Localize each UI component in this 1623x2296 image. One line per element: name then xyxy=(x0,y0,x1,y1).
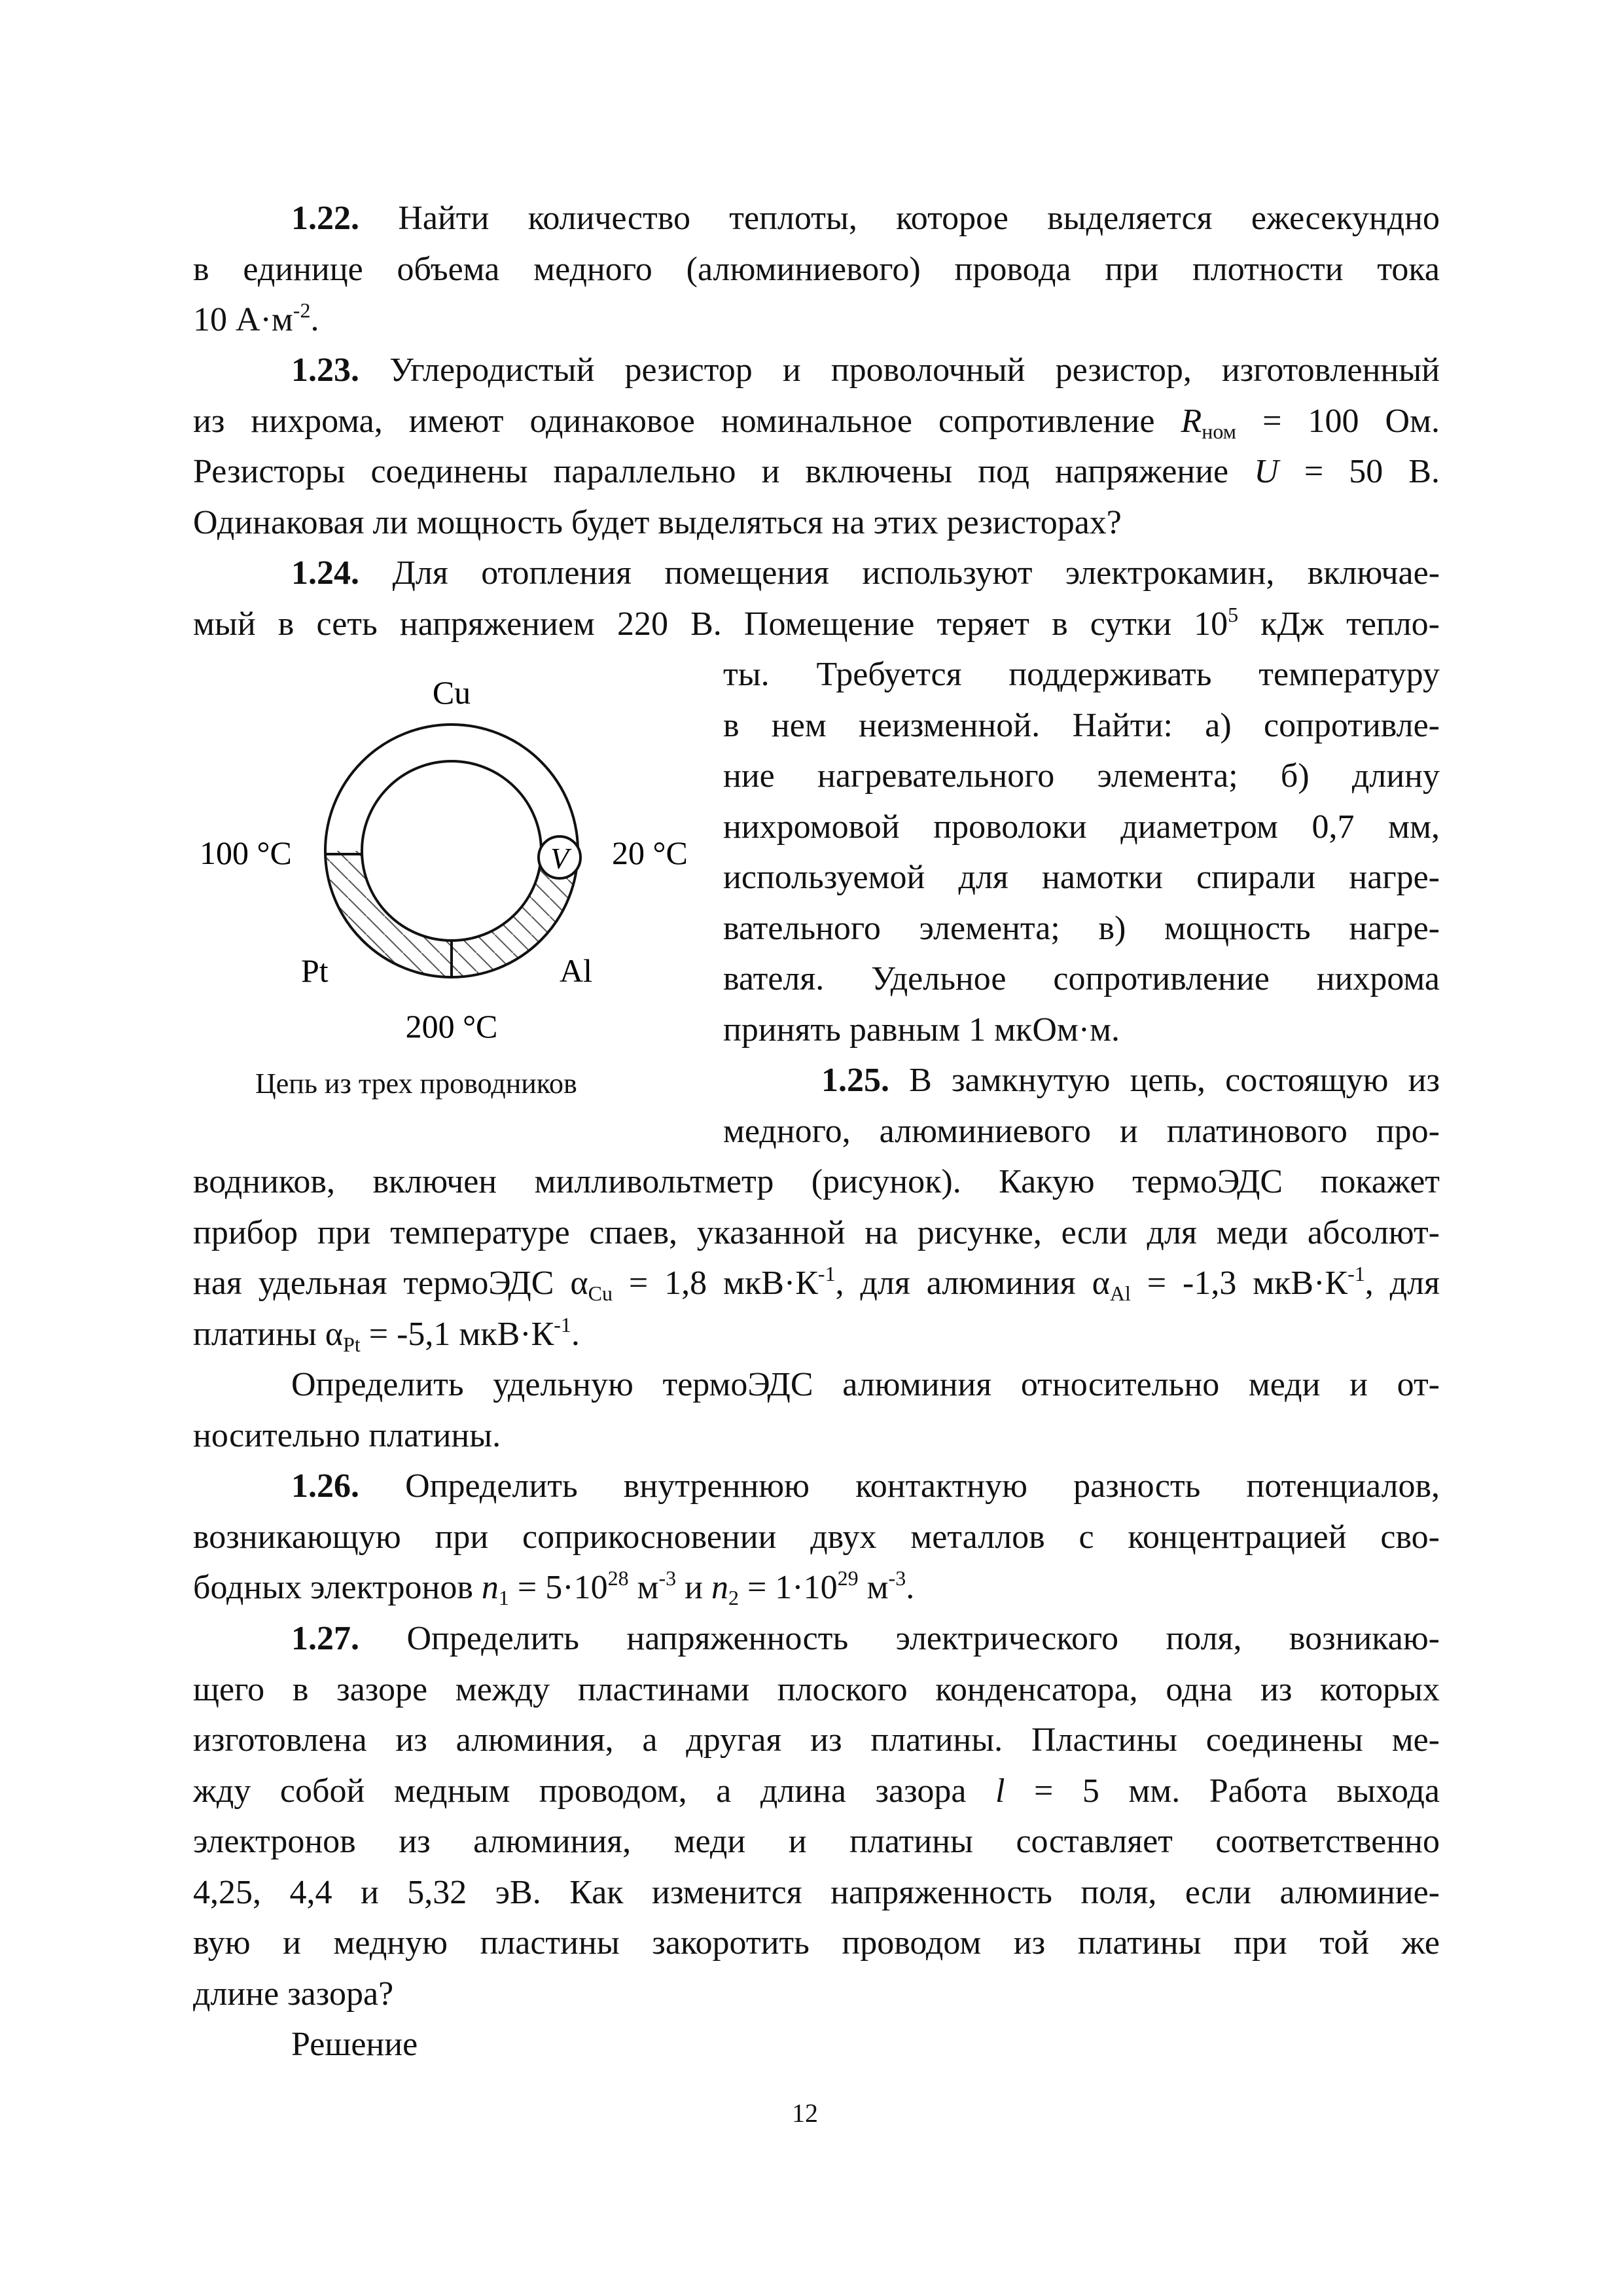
problem-1-24-wrap-5: используемой для намотки спирали нагре- xyxy=(723,859,1440,896)
problem-1-23-line-4: Одинаковая ли мощность будет выделяться на этих резисторах? xyxy=(193,503,1122,541)
problem-1-24-wrap-4: нихромовой проволоки диаметром 0,7 мм, xyxy=(723,808,1440,846)
problem-1-27-line-6: 4,25, 4,4 и 5,32 эВ. Как изменится напряженность поля, если алюминие- xyxy=(193,1873,1440,1911)
problem-1-24-wrap-8: принять равным 1 мкОм·м. xyxy=(723,1011,1120,1049)
problem-1-25-line-4: платины $\alpha_{Pt} = -5,1$ $мкВ\cdot К^{-1}$. xyxy=(193,1312,580,1356)
problem-1-24 xyxy=(193,548,1440,649)
problem-1-25-line-5: Определить удельную термоЭДС алюминия относительно меди и от- xyxy=(291,1366,1440,1403)
problem-1-27 xyxy=(193,1613,1440,2070)
problem-1-22 xyxy=(193,193,1440,346)
problem-1-26 xyxy=(193,1461,1440,1613)
problem-1-24-wrap-1: ты. Требуется поддерживать температуру xyxy=(723,656,1440,693)
inner-ring xyxy=(362,761,541,941)
problem-1-24-wrap-2: в нем неизменной. Найти: а) сопротивле- xyxy=(723,706,1440,744)
problem-1-27-line-5: электронов из алюминия, меди и платины составляет соответственно xyxy=(193,1823,1440,1860)
problem-1-24-wrap-3: ние нагревательного элемента; б) длину xyxy=(723,757,1440,795)
problem-1-27-line-8: длине зазора? xyxy=(193,1975,394,2013)
problem-1-22-line-3: 10 $А\cdot м^{-2}$. xyxy=(193,298,319,338)
problem-1-26-line-3: бодных электронов $n_1 = 5\cdot 10^{28}$ $м^{-3}$ и $n_2 = 1\cdot 10^{29}$ $м^{-3}$. xyxy=(193,1566,915,1609)
problem-1-25-line-2: прибор при температуре спаев, указанной на рисунке, если для меди абсолют- xyxy=(193,1213,1440,1251)
figure-caption: Цепь из трех проводников xyxy=(255,1067,577,1100)
problem-1-27-line-3: изготовлена из алюминия, а другая из платины. Пластины соединены ме- xyxy=(193,1721,1440,1759)
problem-1-26-line-2: возникающую при соприкосновении двух металлов с концентрацией сво- xyxy=(193,1518,1440,1556)
solution-heading: Решение xyxy=(291,2026,418,2063)
problem-1-23-line-3: Резисторы соединены параллельно и включены под напряжение U = 50 В. xyxy=(193,453,1440,490)
problem-1-23 xyxy=(193,345,1440,548)
problem-1-27-line-7: вую и медную пластины закоротить проводом из платины при той же xyxy=(193,1924,1440,1962)
problem-1-25 xyxy=(193,1157,1440,1461)
page-number: 12 xyxy=(792,2098,818,2128)
wrapped-text-column xyxy=(723,649,1440,1157)
problem-1-25-wrap-1: 1.25. В замкнутую цепь, состоящую из xyxy=(821,1062,1440,1099)
problem-1-25-wrap-2: медного, алюминиевого и платинового про- xyxy=(723,1112,1440,1150)
problem-1-22-line-2: в единице объема медного (алюминиевого) провода при плотности тока xyxy=(193,250,1440,288)
problem-1-26-line-1: 1.26. Определить внутреннюю контактную разность потенциалов, xyxy=(291,1467,1440,1505)
problem-1-24-line-2: мый в сеть напряжением 220 В. Помещение теряет в сутки $10^5$ кДж тепло- xyxy=(193,602,1440,643)
problem-1-22-line-1: 1.22. Найти количество теплоты, которое выделяется ежесекундно xyxy=(291,200,1440,237)
problem-1-23-line-1: 1.23. Углеродистый резистор и проволочный резистор, изготовленный xyxy=(291,351,1440,389)
thermocouple-circuit-figure xyxy=(193,655,717,1060)
label-cu: Cu xyxy=(432,674,471,711)
problem-1-27-line-1: 1.27. Определить напряженность электрического поля, возникаю- xyxy=(291,1620,1440,1657)
label-pt: Pt xyxy=(301,952,329,989)
problem-1-25-line-1: водников, включен милливольтметр (рисунок). Какую термоЭДС покажет xyxy=(193,1163,1440,1200)
voltmeter-label: V xyxy=(550,842,569,875)
problem-1-23-line-2: из нихрома, имеют одинаковое номинальное сопротивление $R_{ном} = 100$ Ом. xyxy=(193,402,1440,443)
problem-1-25-line-3: ная удельная термоЭДС $\alpha_{Cu} = 1,8$ $мкВ\cdot К^{-1}$, для алюминия $\alpha_{Al} = -1,3$ $мкВ\cdot К^{-1}$, для xyxy=(193,1262,1440,1305)
problem-1-24-line-1: 1.24. Для отопления помещения используют электрокамин, включае- xyxy=(291,554,1440,592)
label-100c: 100 °C xyxy=(200,834,292,871)
label-al: Al xyxy=(560,952,592,989)
problem-1-24-wrap-7: вателя. Удельное сопротивление нихрома xyxy=(723,960,1440,997)
problem-1-27-line-2: щего в зазоре между пластинами плоского конденсатора, одна из которых xyxy=(193,1670,1440,1708)
problem-1-27-line-4: жду собой медным проводом, а длина зазора l = 5 мм. Работа выхода xyxy=(193,1772,1440,1810)
problem-1-25-line-6: носительно платины. xyxy=(193,1416,501,1454)
label-200c: 200 °C xyxy=(405,1008,498,1045)
problem-1-24-wrap-6: вательного элемента; в) мощность нагре- xyxy=(723,909,1440,947)
label-20c: 20 °C xyxy=(612,834,688,871)
